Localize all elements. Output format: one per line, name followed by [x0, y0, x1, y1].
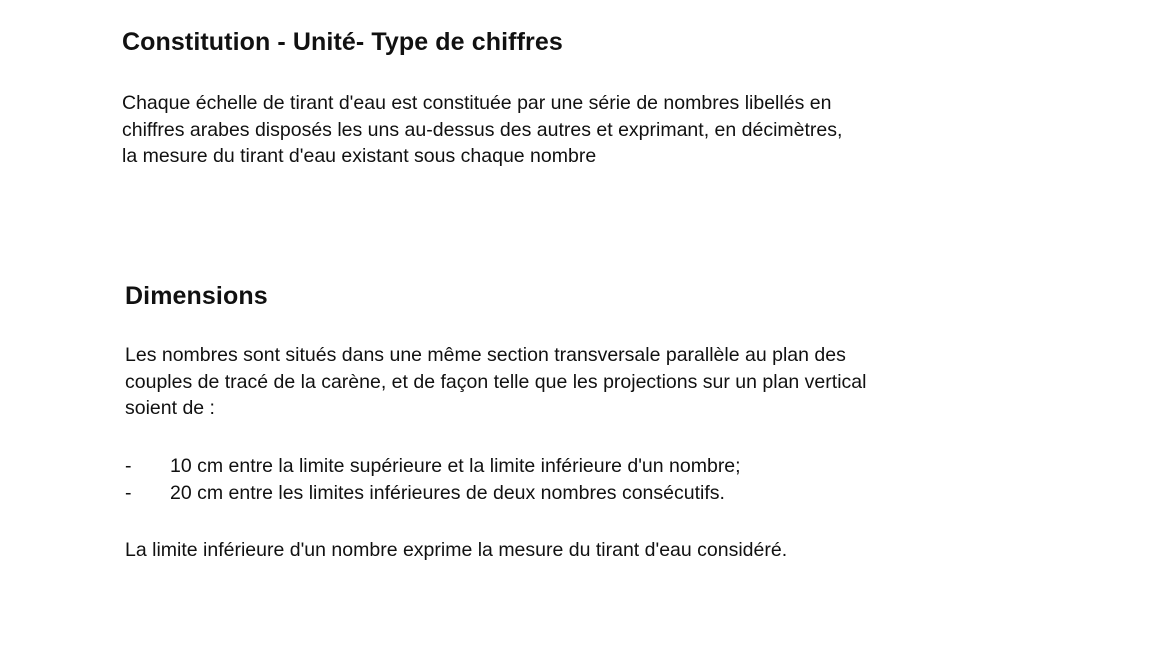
list-item	[125, 453, 741, 480]
section-title-dimensions: Dimensions	[125, 282, 268, 310]
list-item-text: 20 cm entre les limites inférieures de deux nombres consécutifs.	[170, 482, 725, 504]
section-title-constitution: Constitution - Unité- Type de chiffres	[122, 28, 563, 56]
paragraph-line: Chaque échelle de tirant d'eau est constituée par une série de nombres libellés en	[122, 92, 832, 114]
constitution-paragraph	[122, 90, 842, 170]
list-item-text: 10 cm entre la limite supérieure et la limite inférieure d'un nombre;	[170, 455, 741, 477]
dimensions-list	[125, 453, 741, 507]
paragraph-line: couples de tracé de la carène, et de façon telle que les projections sur un plan vertical	[125, 370, 867, 393]
paragraph-line: la mesure du tirant d'eau existant sous chaque nombre	[122, 145, 597, 167]
list-bullet: -	[125, 455, 132, 477]
list-bullet: -	[125, 482, 132, 504]
dimensions-paragraph	[125, 342, 866, 422]
paragraph-line: soient de :	[125, 397, 215, 419]
list-item	[125, 480, 741, 507]
paragraph-line: chiffres arabes disposés les uns au-dessus des autres et exprimant, en décimètres,	[122, 118, 843, 141]
conclusion-paragraph: La limite inférieure d'un nombre exprime la mesure du tirant d'eau considéré.	[125, 539, 788, 561]
paragraph-line: Les nombres sont situés dans une même section transversale parallèle au plan des	[125, 344, 846, 366]
